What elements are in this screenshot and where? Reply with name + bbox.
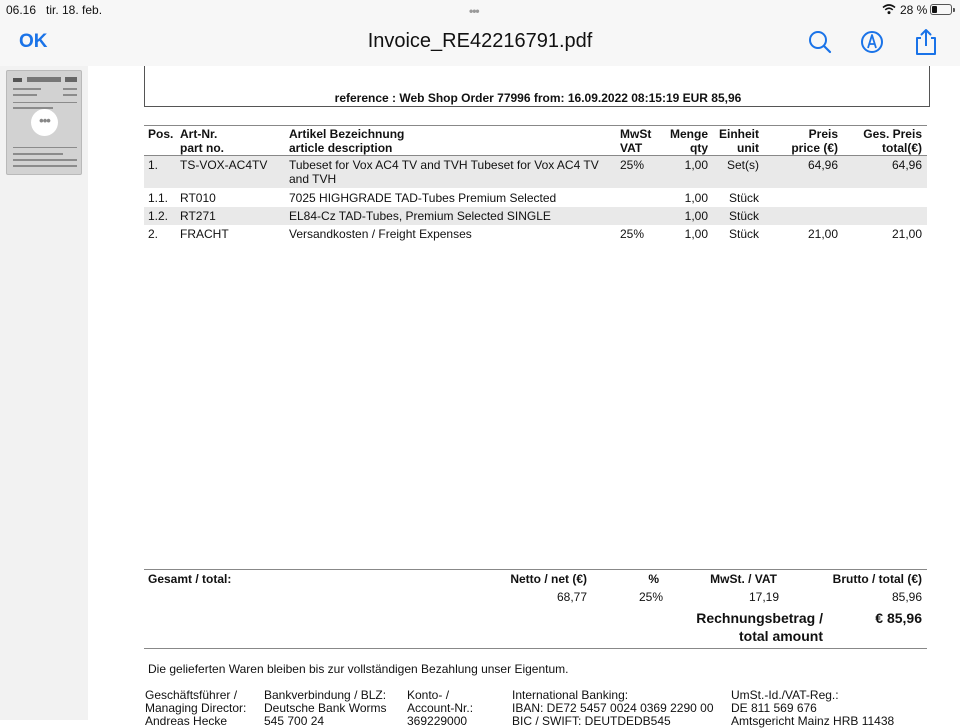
row-qty: 1,00 bbox=[684, 227, 708, 241]
battery-percentage: 28 % bbox=[900, 3, 928, 17]
row-qty: 1,00 bbox=[684, 191, 708, 205]
invoice-amount-label: Rechnungsbetrag / bbox=[696, 610, 823, 626]
retention-of-title-note: Die gelieferten Waren bleiben bis zur vollständigen Bezahlung unser Eigentum. bbox=[148, 662, 569, 676]
percent-header: % bbox=[648, 572, 659, 586]
row-pos: 1.2. bbox=[148, 209, 169, 223]
footer-vat-registration: UmSt.-Id./VAT-Reg.: DE 811 569 676 Amtsgericht Mainz HRB 11438 bbox=[731, 688, 895, 728]
footer-managing-director: Geschäftsführer / Managing Director: Andreas Hecke bbox=[145, 688, 247, 728]
multitasking-dots-icon[interactable]: ••• bbox=[469, 4, 479, 18]
row-unit: Stück bbox=[728, 209, 759, 223]
col-header-pos: Pos. bbox=[148, 127, 174, 141]
col-header-unit-en: unit bbox=[737, 141, 759, 155]
net-header: Netto / net (€) bbox=[510, 572, 587, 586]
row-pos: 2. bbox=[148, 227, 159, 241]
order-reference: reference : Web Shop Order 77996 from: 16.09.2022 08:15:19 EUR 85,96 bbox=[334, 91, 742, 105]
row-total: 64,96 bbox=[891, 158, 922, 172]
row-part-no: TS-VOX-AC4TV bbox=[180, 158, 268, 172]
footer-international-banking: International Banking: IBAN: DE72 5457 0024 0369 2290 00 BIC / SWIFT: DEUTDEDB545 bbox=[512, 688, 714, 728]
page-thumbnail-sidebar bbox=[0, 66, 88, 720]
row-qty: 1,00 bbox=[684, 209, 708, 223]
row-total: 21,00 bbox=[891, 227, 922, 241]
col-header-qty: Menge bbox=[669, 127, 708, 141]
vat-value: 17,19 bbox=[748, 590, 779, 604]
ok-button[interactable]: OK bbox=[19, 31, 48, 52]
pdf-page bbox=[88, 66, 960, 728]
col-header-total-en: total(€) bbox=[882, 141, 922, 155]
row-qty: 1,00 bbox=[684, 158, 708, 172]
status-bar bbox=[0, 0, 960, 20]
totals-label: Gesamt / total: bbox=[148, 572, 232, 586]
row-vat: 25% bbox=[620, 158, 645, 172]
col-header-unit: Einheit bbox=[718, 127, 759, 141]
row-description: 7025 HIGHGRADE TAD-Tubes Premium Selected bbox=[289, 191, 557, 205]
row-pos: 1. bbox=[148, 158, 159, 172]
row-price: 64,96 bbox=[807, 158, 838, 172]
net-value: 68,77 bbox=[556, 590, 587, 604]
row-price: 21,00 bbox=[807, 227, 838, 241]
row-description-cont: and TVH bbox=[289, 172, 337, 186]
col-header-desc: Artikel Bezeichnung bbox=[289, 127, 405, 141]
markup-pen-icon[interactable] bbox=[859, 28, 885, 56]
col-header-vat-en: VAT bbox=[620, 141, 643, 155]
col-header-art: Art-Nr. bbox=[180, 127, 218, 141]
share-icon[interactable] bbox=[913, 28, 939, 56]
gross-value: 85,96 bbox=[891, 590, 922, 604]
page-thumbnail[interactable] bbox=[6, 70, 82, 175]
navigation-bar bbox=[0, 20, 960, 66]
more-options-icon[interactable]: ••• bbox=[31, 109, 58, 136]
row-unit: Stück bbox=[728, 227, 759, 241]
search-icon[interactable] bbox=[807, 28, 833, 56]
row-part-no: FRACHT bbox=[180, 227, 229, 241]
col-header-price: Preis bbox=[808, 127, 838, 141]
row-pos: 1.1. bbox=[148, 191, 169, 205]
gross-header: Brutto / total (€) bbox=[832, 572, 922, 586]
footer-account: Konto- / Account-Nr.: 369229000 bbox=[407, 688, 474, 728]
col-header-art-en: part no. bbox=[180, 141, 224, 155]
battery-icon bbox=[930, 4, 952, 15]
row-description: Tubeset for Vox AC4 TV and TVH Tubeset for Vox AC4 TV bbox=[289, 158, 599, 172]
row-description: Versandkosten / Freight Expenses bbox=[289, 227, 472, 241]
percent-value: 25% bbox=[638, 590, 663, 604]
row-part-no: RT271 bbox=[180, 209, 216, 223]
col-header-qty-en: qty bbox=[690, 141, 708, 155]
reference-box bbox=[144, 66, 930, 107]
row-part-no: RT010 bbox=[180, 191, 216, 205]
footer-bank: Bankverbindung / BLZ: Deutsche Bank Worms 545 700 24 bbox=[264, 688, 387, 728]
status-time: 06.16 bbox=[6, 3, 37, 17]
invoice-amount: € 85,96 bbox=[875, 610, 922, 626]
vat-header: MwSt. / VAT bbox=[710, 572, 777, 586]
invoice-amount-label-en: total amount bbox=[739, 628, 823, 644]
row-unit: Stück bbox=[728, 191, 759, 205]
row-unit: Set(s) bbox=[726, 158, 759, 172]
col-header-price-en: price (€) bbox=[791, 141, 838, 155]
row-vat: 25% bbox=[620, 227, 645, 241]
status-date: tir. 18. feb. bbox=[46, 3, 103, 17]
row-description: EL84-Cz TAD-Tubes, Premium Selected SINGLE bbox=[289, 209, 551, 223]
wifi-icon bbox=[882, 3, 896, 15]
col-header-vat: MwSt bbox=[620, 127, 652, 141]
col-header-desc-en: article description bbox=[289, 141, 393, 155]
document-title: Invoice_RE42216791.pdf bbox=[367, 30, 593, 52]
col-header-total: Ges. Preis bbox=[863, 127, 922, 141]
